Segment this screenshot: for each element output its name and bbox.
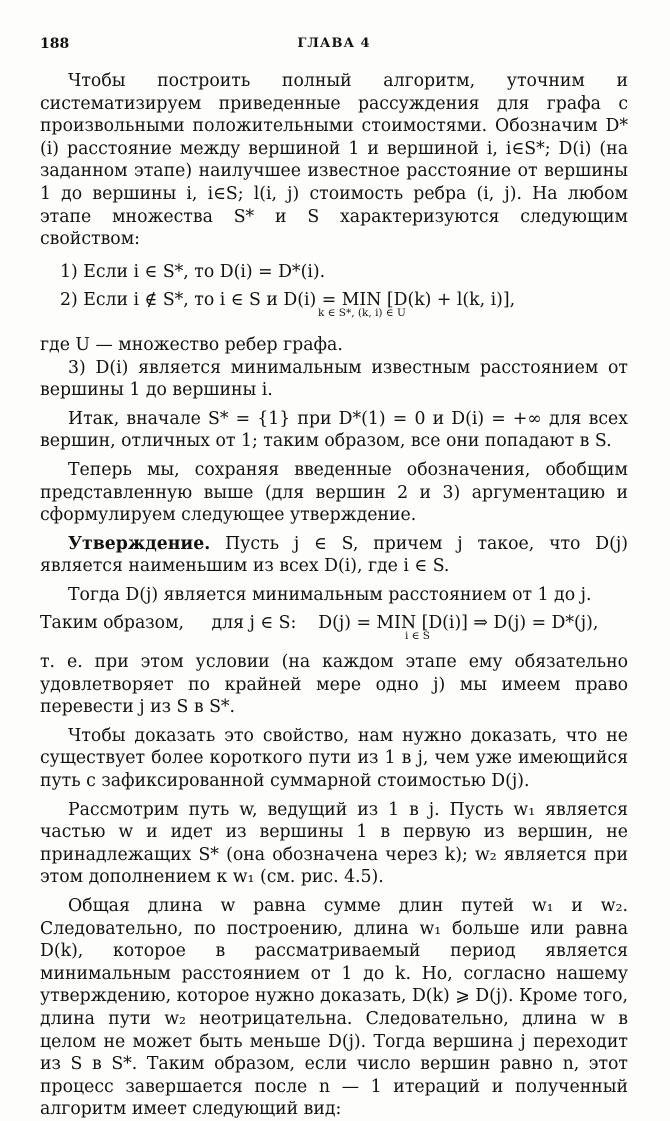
- formula-min-subscript: i ∈ S: [405, 630, 430, 643]
- property-2-min-subscript: k ∈ S*, (k, i) ∈ U: [318, 306, 406, 319]
- page-number: 188: [40, 36, 70, 52]
- paragraph-conclusion: Общая длина w равна сумме длин путей w₁ и w₂. Следовательно, по построению, длина w₁ больше или равна D(k), которое в рассматриваемый период является минимальным расстоянием от 1 до k. Но, согласно нашему утверждению, которое нужно доказать, D(k) ⩾ D(j). Кроме того, длина пути w₂ неотрицательна. Следовательно, длина w в целом не может быть меньше D(j). Тогда вершина j переходит из S в S*. Таким образом, если число вершин равно n, этот процесс завершается после n — 1 итераций и полученный алгоритм имеет следующий вид:: [40, 896, 628, 1120]
- property-1: 1) Если i ∈ S*, то D(i) = D*(i).: [60, 261, 326, 282]
- paragraph-proof-goal: Чтобы доказать это свойство, нам нужно доказать, что не существует более короткого пути из 1 в j, чем уже имеющийся путь с зафиксированной суммарной стоимостью D(j).: [40, 725, 628, 792]
- property-2-formula: 2) Если i ∉ S*, то i ∈ S и D(i) = MIN [D(k) + l(k, i)],: [60, 290, 516, 311]
- running-header: [40, 36, 628, 56]
- property-2: [40, 289, 628, 318]
- paragraph-path-w: Рассмотрим путь w, ведущий из 1 в j. Пусть w₁ является частью w и идет из вершины 1 в первую из вершин, не принадлежащих S* (она обозначена через k); w₂ является при этом дополнением к w₁ (см. рис. 4.5).: [40, 799, 628, 888]
- formula-line: [40, 612, 628, 641]
- paragraph-intro: Чтобы построить полный алгоритм, уточним и систематизируем приведенные рассуждения для графа с произвольными положительными стоимостями. Обозначим D*(i) расстояние между вершиной 1 и вершиной i, i∈S*; D(i) (на заданном этапе) наилучшее известное расстояние от вершины 1 до вершины i, i∈S; l(i, j) стоимость ребра (i, j). На любом этапе множества S* и S характеризуются следующим свойством:: [40, 71, 628, 250]
- paragraph-transfer: т. е. при этом условии (на каждом этапе ему обязательно удовлетворяет по крайней мере одно j) мы имеем право перевести j из S в S*.: [40, 652, 628, 718]
- where-u-definition: где U — множество ребер графа.: [40, 334, 343, 355]
- paragraph-initial: Итак, вначале S* = {1} при D*(1) = 0 и D(i) = +∞ для всех вершин, отличных от 1; таким образом, все они попадают в S.: [40, 408, 628, 452]
- chapter-title: ГЛАВА 4: [297, 36, 371, 51]
- claim-text: Пусть j ∈ S, причем j такое, что D(j) является наименьшим из всех D(i), где i ∈ S.: [40, 533, 628, 577]
- claim-label: Утверждение.: [68, 533, 211, 554]
- paragraph-generalize: Теперь мы, сохраняя введенные обозначения, обобщим представленную выше (для вершин 2 и 3) аргументацию и сформулируем следующее утверждение.: [40, 459, 628, 526]
- main-text: [40, 70, 628, 1121]
- paragraph-then: Тогда D(j) является минимальным расстоянием от 1 до j.: [68, 584, 592, 605]
- claim: [40, 533, 628, 578]
- property-3: 3) D(i) является минимальным известным расстоянием от вершины 1 до вершины i.: [40, 357, 628, 401]
- formula-main: Таким образом, для j ∈ S: D(j) = MIN [D(i)] ⇒ D(j) = D*(j),: [40, 613, 599, 634]
